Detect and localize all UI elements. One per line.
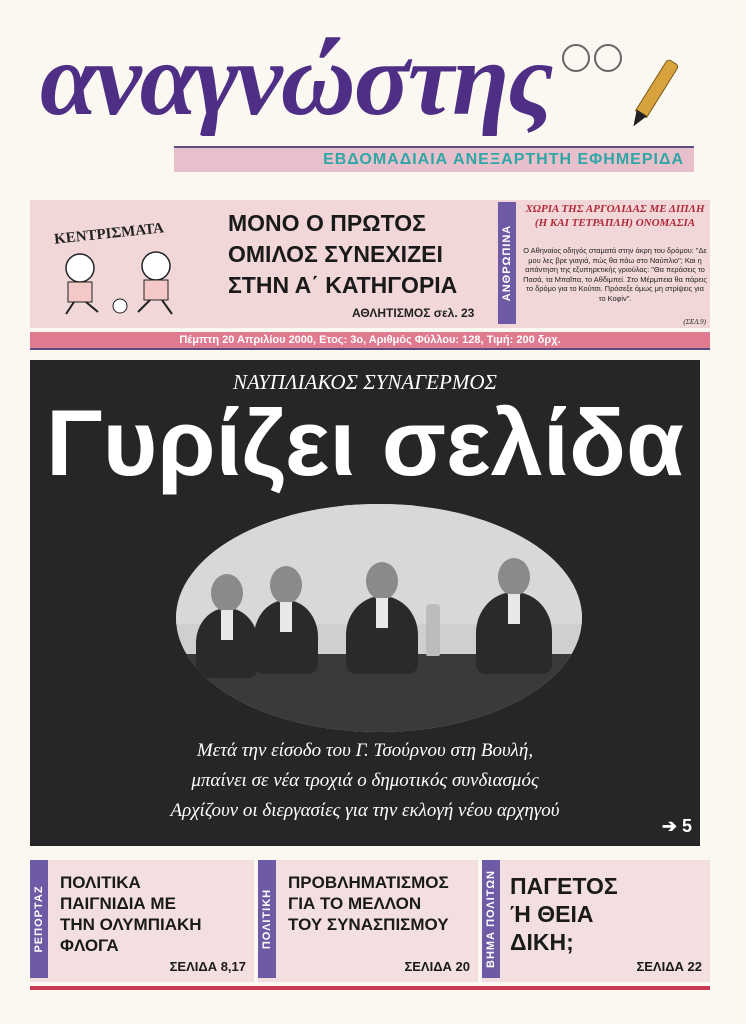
- sidebar-title: ΧΩΡΙΑ ΤΗΣ ΑΡΓΟΛΙΔΑΣ ΜΕ ΔΙΠΛΗ (Η ΚΑΙ ΤΕΤΡΑΠΛΗ) ΟΝΟΜΑΣΙΑ: [525, 203, 705, 229]
- main-photo: [176, 504, 582, 732]
- postage-stamp-icon: [594, 44, 622, 72]
- person-figure: [196, 608, 258, 678]
- main-deck: [30, 736, 700, 826]
- issue-info: Πέμπτη 20 Απριλίου 2000, Ετος: 3ο, Αριθμός Φύλλου: 128, Τιμή: 200 δρχ.: [179, 334, 561, 346]
- teaser-page-ref: ΣΕΛΙΔΑ 8,17: [169, 959, 246, 974]
- person-figure: [346, 596, 418, 674]
- postage-stamp-icon: [562, 44, 590, 72]
- masthead-subtitle-bar: [174, 146, 694, 172]
- sidebar-section-label: ΑΝΘΡΩΠΙΝΑ: [501, 224, 513, 302]
- main-story: [30, 360, 700, 846]
- masthead-title: αναγνώστης: [40, 22, 552, 137]
- teaser-headline: ΠΑΓΕΤΟΣ Ή ΘΕΙΑ ΔΙΚΗ;: [510, 873, 618, 955]
- bottom-divider: [30, 986, 710, 990]
- cartoon-illustration: [46, 222, 194, 318]
- top-headline-line: ΣΤΗΝ Α΄ ΚΑΤΗΓΟΡΙΑ: [228, 272, 458, 298]
- teaser-headline: ΠΡΟΒΛΗΜΑΤΙΣΜΟΣ ΓΙΑ ΤΟ ΜΕΛΛΟΝ ΤΟΥ ΣΥΝΑΣΠΙΣΜΟΥ: [288, 873, 449, 934]
- main-page-ref: ➔ 5: [661, 816, 692, 836]
- sports-page-ref: ΑΘΛΗΤΙΣΜΟΣ σελ. 23: [352, 306, 475, 320]
- bottom-teasers: [30, 860, 710, 982]
- teaser-column: [258, 860, 478, 982]
- issue-info-bar: [30, 332, 710, 350]
- cartoon-label: ΚΕΝΤΡΙΣΜΑΤΑ: [53, 220, 165, 248]
- main-kicker: ΝΑΥΠΛΙΑΚΟΣ ΣΥΝΑΓΕΡΜΟΣ: [233, 370, 497, 394]
- top-headline: [228, 208, 518, 301]
- teaser-tag: ΒΗΜΑ ΠΟΛΙΤΩΝ: [482, 860, 500, 978]
- teaser-page-ref: ΣΕΛΙΔΑ 20: [404, 959, 470, 974]
- sidebar-section-tag: [498, 202, 516, 324]
- teaser-column: [482, 860, 710, 982]
- top-headline-line: ΟΜΙΛΟΣ ΣΥΝΕΧΙΖΕΙ: [228, 241, 443, 267]
- masthead-subtitle: ΕΒΔΟΜΑΔΙΑΙΑ ΑΝΕΞΑΡΤΗΤΗ ΕΦΗΜΕΡΙΔΑ: [323, 151, 684, 168]
- person-figure: [476, 592, 552, 674]
- postage-stamps: [562, 44, 622, 72]
- arrow-right-icon: ➔: [661, 816, 677, 836]
- teaser-headline: ΠΟΛΙΤΙΚΑ ΠΑΙΓΝΙΔΙΑ ΜΕ ΤΗΝ ΟΛΥΜΠΙΑΚΗ ΦΛΟΓΑ: [60, 873, 202, 955]
- teaser-tag: ΡΕΠΟΡΤΑΖ: [30, 860, 48, 978]
- sidebar-body: Ο Αθηναίος οδηγός σταματά στην άκρη του δρόμου: "Δε μου λες βρε γιαγιά, πώς θα πάω στο Ναύπλιο"; Και η απάντηση της εξυπηρετικής γριούλας: "Θα περάσεις το Πασά, τα Μπαΐπα, το Αθδιμπεί. Στο Μέρμπεια θα πάρεις το δρόμο για το Κούτσι. Πρόσεξε όμως μη στρίψεις για το Κοφίν".: [523, 246, 707, 303]
- main-headline: Γυρίζει σελίδα: [46, 390, 684, 495]
- deck-line: Μετά την είσοδο του Γ. Τσούρνου στη Βουλή,: [196, 740, 534, 761]
- top-teaser-box: [30, 200, 710, 328]
- pen-icon: [626, 58, 679, 132]
- deck-line: μπαίνει σε νέα τροχιά ο δημοτικός συνδιασμός: [191, 770, 539, 791]
- person-figure: [254, 600, 318, 674]
- sidebar-page-ref: (ΣΕΛ.9): [683, 318, 706, 326]
- teaser-tag: ΠΟΛΙΤΙΚΗ: [258, 860, 276, 978]
- water-bottle: [426, 604, 440, 656]
- teaser-page-ref: ΣΕΛΙΔΑ 22: [636, 959, 702, 974]
- top-headline-line: ΜΟΝΟ Ο ΠΡΩΤΟΣ: [228, 210, 426, 236]
- teaser-column: [30, 860, 254, 982]
- deck-line: Αρχίζουν οι διεργασίες για την εκλογή νέου αρχηγού: [170, 800, 560, 821]
